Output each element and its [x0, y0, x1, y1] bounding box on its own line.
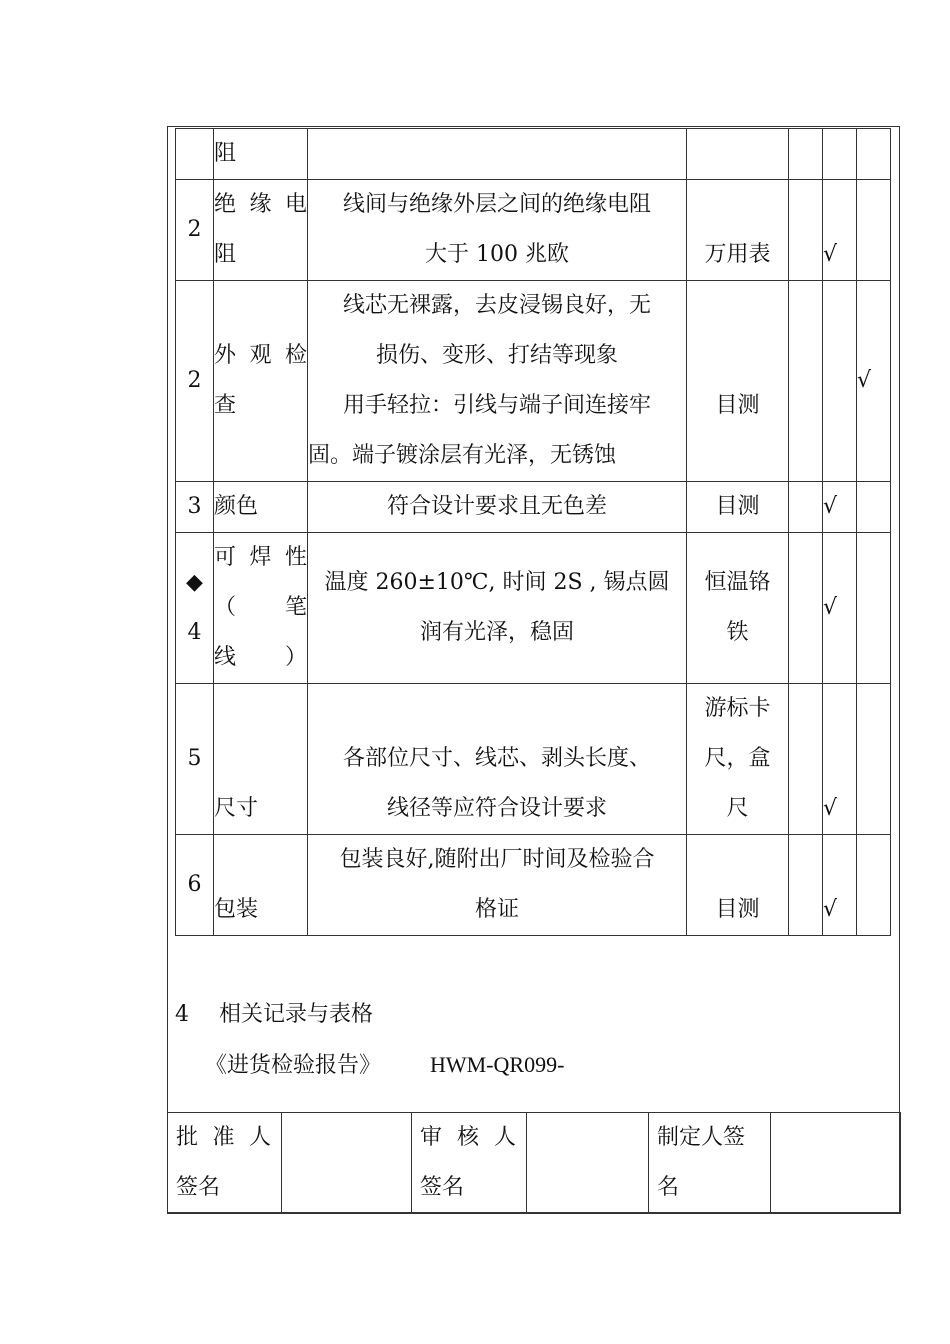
check-mark: √: [823, 482, 857, 533]
table-row: [176, 482, 891, 533]
standard-cell: 温度 260±10℃, 时间 2S , 锡点圆 润有光泽，稳固: [308, 533, 687, 684]
record-name: 《进货检验报告》: [205, 1053, 382, 1078]
item-cell: 可 焊 性 （ 笔 线）: [214, 533, 308, 684]
row-number: 2: [176, 281, 214, 482]
mark-cell: [857, 129, 891, 180]
mark-cell: [823, 129, 857, 180]
table-row: [176, 835, 891, 936]
tool-cell: 游标卡 尺，盒 尺: [687, 684, 789, 835]
row-number: [176, 129, 214, 180]
table-row: [176, 180, 891, 281]
mark-cell: [789, 684, 823, 835]
tool-cell: 目测: [687, 281, 789, 482]
standard-cell: 线芯无裸露，去皮浸锡良好，无 损伤、变形、打结等现象 用手轻拉：引线与端子间连接牢 固。端子镀涂层有光泽，无锈蚀: [308, 281, 687, 482]
mark-cell: [789, 482, 823, 533]
table-row: [176, 533, 891, 684]
inspection-table: [175, 128, 891, 936]
mark-cell: [789, 281, 823, 482]
row-number: 3: [176, 482, 214, 533]
check-mark: √: [823, 533, 857, 684]
tool-cell: 万用表: [687, 180, 789, 281]
approver-label: 批 准 人 签名: [168, 1113, 282, 1214]
standard-cell: 各部位尺寸、线芯、剥头长度、 线径等应符合设计要求: [308, 684, 687, 835]
mark-cell: [857, 533, 891, 684]
table-row: [176, 129, 891, 180]
row-number: 5: [176, 684, 214, 835]
reviewer-label: 审 核 人 签名: [412, 1113, 527, 1214]
item-cell: 尺寸: [214, 684, 308, 835]
item-cell: 颜色: [214, 482, 308, 533]
check-mark: √: [823, 684, 857, 835]
mark-cell: [789, 180, 823, 281]
mark-cell: [857, 684, 891, 835]
mark-cell: [857, 180, 891, 281]
section-heading: [175, 990, 373, 1040]
table-row: [176, 281, 891, 482]
record-line: [205, 1040, 564, 1091]
tool-cell: 目测: [687, 482, 789, 533]
check-mark: √: [823, 835, 857, 936]
maker-label: 制定人签 名: [649, 1113, 771, 1214]
standard-cell: 包装良好,随附出厂时间及检验合 格证: [308, 835, 687, 936]
mark-cell: [789, 129, 823, 180]
standard-cell: 符合设计要求且无色差: [308, 482, 687, 533]
mark-cell: [789, 533, 823, 684]
item-cell: 绝 缘 电 阻: [214, 180, 308, 281]
row-number: ◆ 4: [176, 533, 214, 684]
item-cell: 包装: [214, 835, 308, 936]
mark-cell: [857, 835, 891, 936]
check-mark: √: [857, 281, 891, 482]
signature-row: [168, 1113, 901, 1214]
signature-table: [167, 1112, 901, 1214]
section-title: 相关记录与表格: [219, 1002, 374, 1027]
item-cell: 外 观 检 查: [214, 281, 308, 482]
tool-cell: [687, 129, 789, 180]
item-cell: 阻: [214, 129, 308, 180]
mark-cell: [823, 281, 857, 482]
record-code: HWM-QR099-: [429, 1052, 565, 1077]
tool-cell: 恒温铬 铁: [687, 533, 789, 684]
section-number: 4: [175, 1002, 189, 1027]
standard-cell: [308, 129, 687, 180]
table-row: [176, 684, 891, 835]
maker-signature-field[interactable]: [771, 1113, 901, 1214]
tool-cell: 目测: [687, 835, 789, 936]
approver-signature-field[interactable]: [282, 1113, 412, 1214]
row-number: 2: [176, 180, 214, 281]
row-number: 6: [176, 835, 214, 936]
reviewer-signature-field[interactable]: [527, 1113, 649, 1214]
diamond-icon: ◆: [186, 570, 203, 595]
mark-cell: [857, 482, 891, 533]
mark-cell: [789, 835, 823, 936]
check-mark: √: [823, 180, 857, 281]
standard-cell: 线间与绝缘外层之间的绝缘电阻 大于 100 兆欧: [308, 180, 687, 281]
